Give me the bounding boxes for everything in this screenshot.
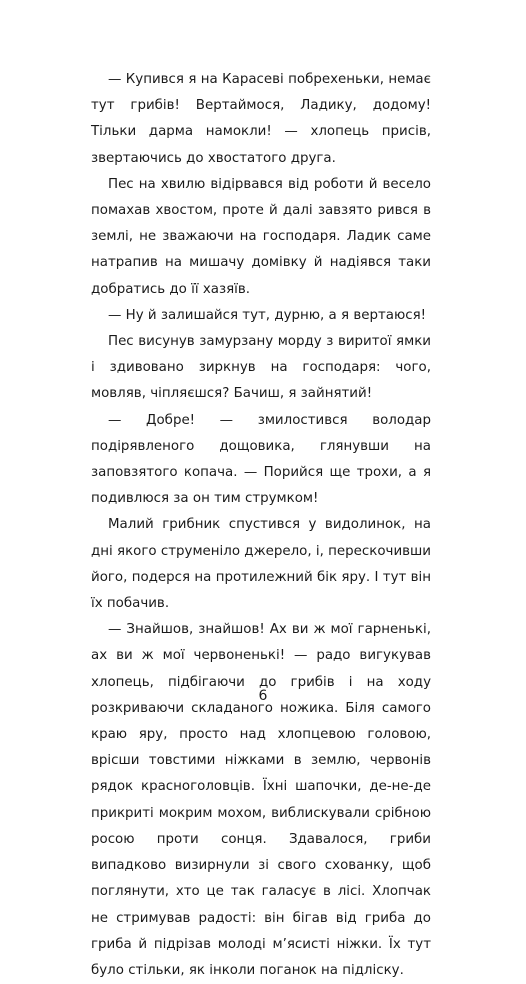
body-text	[91, 67, 431, 984]
paragraph: — Купився я на Карасеві побрехеньки, немає тут грибів! Вертаймося, Ладику, додому! Тільки дарма намокли! — хлопець присів, звертаючись до хвостатого друга.	[91, 72, 431, 166]
page-number: 6	[258, 688, 268, 704]
paragraph: — Знайшов, знайшов! Ах ви ж мої гарненькі, ах ви ж мої червоненькі! — радо вигукував хлопець, підбігаючи до грибів і на ходу розкриваючи складаного ножика. Біля самого краю яру, просто над хлопцевою головою, врісши товстими ніжками в землю, червонів рядок красноголовців. Їхні шапочки, де-не-де прикриті мокрим мохом, виблискували срібною росою проти сонця. Здавалося, гриби випадково визирнули зі свого схованку, щоб поглянути, хто це так галасує в лісі. Хлопчак не стримував радості: він бігав від гриба до гриба й підрізав молоді м’ясисті ніжки. Їх тут було стільки, як інколи поганок на підліску.	[91, 622, 431, 978]
paragraph: — Ну й залишайся тут, дурню, а я вертаюся!	[108, 307, 427, 323]
paragraph: — Добре! — змилостився володар подірявленого дощовика, глянувши на заповзятого копача. — Порийся ще трохи, а я подивлюся за он тим струмком!	[91, 412, 431, 507]
paragraph: Пес на хвилю відірвався від роботи й весело помахав хвостом, проте й далі завзято рився в землі, не зважаючи на господаря. Ладик саме натрапив на мишачу домівку й надіявся таки добратись до її хазяїв.	[91, 176, 431, 297]
paragraph: Малий грибник спустився у видолинок, на дні якого струменіло джерело, і, перескочивши його, подерся на протилежний бік яру. І тут він їх побачив.	[91, 517, 431, 612]
paragraph: Пес висунув замурзану морду з виритої ямки і здивовано зиркнув на господаря: чого, мовляв, чіпляєшся? Бачиш, я зайнятий!	[91, 334, 431, 402]
